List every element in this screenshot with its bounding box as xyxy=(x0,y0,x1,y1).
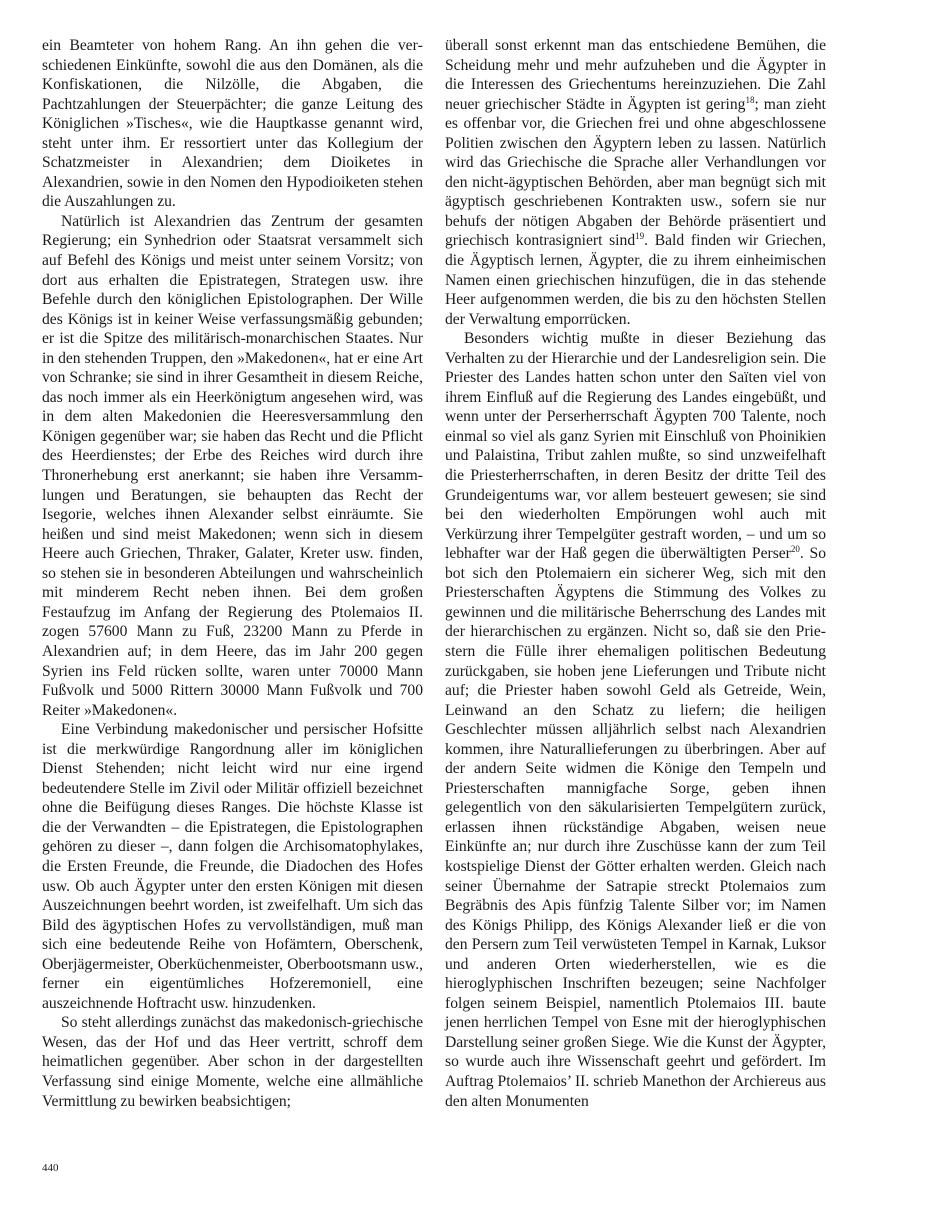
text-run: ; man zieht es offenbar vor, die Griechen frei und ohne abgeschlossene Politien zwischen den Ägyptern leben zu lassen. Natürlich wird das Griechische die Sprache aller Verhandlungen vor den nicht-ägyptischen Behörden, aber man begnügt sich mit ägyptisch geschriebenen Kontrakten usw., sofern sie nur behufs der nötigen Abgaben der Behörde präsentiert und griechisch kontrasigniert sind xyxy=(445,95,826,250)
text-run: . Bald finden wir Griechen, die Ägyptisch lernen, Ägypter, die zu ihrem einheimischen Namen einen griechischen hinzufügen, die in das stehende Heer aufgenommen werden, die bis zu den höchsten Stellen der Verwaltung emporrücken. xyxy=(445,232,826,328)
page-number: 440 xyxy=(42,1162,59,1174)
footnote-marker: 18 xyxy=(745,94,755,105)
paragraph: ein Beamteter von hohem Rang. An ihn gehen die verschiedenen Einkünfte, sowohl die aus den Domänen, als die Konfiskationen, die Nilzölle, die Abgaben, die Pachtzahlungen der Steuerpächter; die ganze Leitung des Königlichen »Tisches«, wie die Hauptkasse genannt wird, steht unter ihm. Er ressortiert unter das Kollegium der Schatzmeister in Alexandrien; dem Dioiketes in Alexandrien, sowie in den Nomen den Hypodioiketen stehen die Auszahlungen zu. xyxy=(42,37,423,211)
text-run: . So bot sich den Ptolemaiern ein sicherer Weg, sich mit den Priesterschaften Ägyptens die Stimmung des Volkes zu gewinnen und die militärische Beherrschung des Landes mit der hierarchischen zu ergänzen. Nicht so, daß sie den Priestern die Fülle ihrer ehemaligen politischen Bedeutung zurückgaben, sie hoben jene Lieferungen und Tribute nicht auf; die Priester haben sowohl Geld als Getreide, Wein, Leinwand an den Schatz zu liefern; die heiligen Geschlechter müssen alljährlich selbst nach Alexandrien kommen, ihre Naturallieferungen zu überbringen. Aber auf der andern Seite widmen die Könige den Tempeln und Priesterschaften mannigfache Sorge, geben ihnen gelegentlich von den säkularisierten Tempelgütern zurück, erlassen ihnen rückständige Abgaben, weisen neue Einkünfte an; nur durch ihre Zuschüsse kann der zum Teil kostspielige Dienst der Götter erhalten werden. Gleich nach seiner Übernahme der Satrapie streckt Ptolemaios zum Begräbnis des Apis fünfzig Talente Silber vor; im Namen des Königs Philipp, des Königs Alexander ließ er die von den Persern zum Teil verwüsteten Tempel in Karnak, Luksor und anderen Orten wiederherstellen, wie es die hieroglyphischen Inschriften bezeugen; seine Nachfolger folgen seinem Beispiel, namentlich Ptolemaios III. baute jenen herrlichen Tempel von Esne mit der hieroglyphischen Darstellung seiner großen Siege. Wie die Kunst der Ägypter, so wurde auch ihre Wissenschaft geehrt und gefördert. Im Auftrag Ptolemaios’ II. schrieb Manethon der Archiereus aus den alten Monumenten xyxy=(445,545,826,1110)
footnote-marker: 19 xyxy=(635,231,645,242)
paragraph: Eine Verbindung makedonischer und persischer Hofsitte ist die merkwürdige Rangordnung aller im königlichen Dienst Stehenden; nicht leicht wird nur eine irgend bedeutendere Stelle im Zivil oder Militär offiziell bezeichnet ohne die Beifügung dieses Ranges. Die höchste Klasse ist die der Verwandten – die Epistrategen, die Epistolographen gehören zu dieser –, dann folgen die Archisomatophylakes, die Ersten Freunde, die Freunde, die Diadochen des Hofes usw. Ob auch Ägypter unter den ersten Königen mit diesen Auszeichnungen beehrt worden, ist zweifelhaft. Um sich das Bild des ägyptischen Hofes zu vervollständigen, muß man sich eine bedeutende Reihe von Hofämtern, Oberschenk, Oberjägermeister, Oberküchenmeister, Oberbootsmann usw., ferner ein eigentümliches Hofzeremoniell, eine auszeichnende Hoftracht usw. hinzudenken. xyxy=(42,721,423,1012)
paragraph: Natürlich ist Alexandrien das Zentrum der gesamten Regierung; ein Synhedrion oder Staatsrat versammelt sich auf Befehl des Königs und meist unter seinem Vorsitz; von dort aus erhalten die Epistrategen, Strategen usw. ihre Befehle durch den königlichen Epistolographen. Der Wille des Königs ist in keiner Weise verfassungsmäßig gebunden; er ist die Spitze des militärisch-monarchischen Staates. Nur in den stehenden Truppen, den »Makedonen«, hat er eine Art von Schranke; sie sind in ihrer Gesamtheit in diesem Reiche, das noch immer als ein Heerkönigtum angesehen wird, was in dem alten Makedonien die Heeresversammlung den Königen gegenüber war; sie haben das Recht und die Pflicht des Heerdienstes; der Erbe des Reiches wird durch ihre Thronerhebung erst anerkannt; sie haben ihre Versammlungen und Beratungen, sie behaupten das Recht der Isegorie, welches ihnen Alexander selbst einräumte. Sie heißen und sind meist Makedonen; wenn sich in diesem Heere auch Griechen, Thraker, Galater, Kreter usw. finden, so stehen sie in besonderen Abteilungen und wahrscheinlich mit minderem Recht neben ihnen. Bei dem großen Festaufzug im Anfang der Regierung des Ptolemaios II. zogen 57600 Mann zu Fuß, 23200 Mann zu Pferde in Alexandrien auf; in dem Heere, das im Jahr 200 gegen Syrien ins Feld rücken sollte, waren unter 70000 Mann Fußvolk und 5000 Rittern 30000 Mann Fußvolk und 700 Reiter »Makedonen«. xyxy=(42,212,423,719)
right-text-column xyxy=(445,36,826,1111)
left-text-column xyxy=(42,36,423,1111)
text-run: überall sonst erkennt man das entschiedene Bemühen, die Scheidung mehr und mehr aufzuheben und die Ägypter in die Interessen des Griechentums hereinzuziehen. Die Zahl neuer griechischer Städte in Ägypten ist gering xyxy=(445,37,826,113)
paragraph: So steht allerdings zunächst das makedonisch-griechische Wesen, das der Hof und das Heer vertritt, schroff dem heimatlichen gegenüber. Aber schon in der dargestellten Verfassung sind einige Momente, welche eine allmähliche Vermittlung zu bewirken beabsichtigen; xyxy=(42,1014,423,1110)
paragraph xyxy=(445,36,826,329)
text-run: Besonders wichtig mußte in dieser Beziehung das Verhalten zu der Hierarchie und der Landesreligion sein. Die Priester des Landes hatten schon unter den Saïten viel von ihrem Einfluß auf die Regierung des Landes eingebüßt, und wenn unter der Perserherrschaft Ägypten 700 Talente, noch einmal so viel als ganz Syrien mit Einschluß von Phoinikien und Palaistina, Tribut zahlen mußte, so sind unzweifelhaft die Priesterherrschaften, in deren Besitz der dritte Teil des Grundeigentums war, vor allem besteuert gewesen; sie sind bei den wiederholten Empörungen wohl auch mit Verkürzung ihrer Tempelgüter gestraft worden, – und um so lebhafter war der Haß gegen die überwältigten Perser xyxy=(445,330,826,563)
footnote-marker: 20 xyxy=(790,544,800,555)
paragraph xyxy=(445,329,826,1111)
